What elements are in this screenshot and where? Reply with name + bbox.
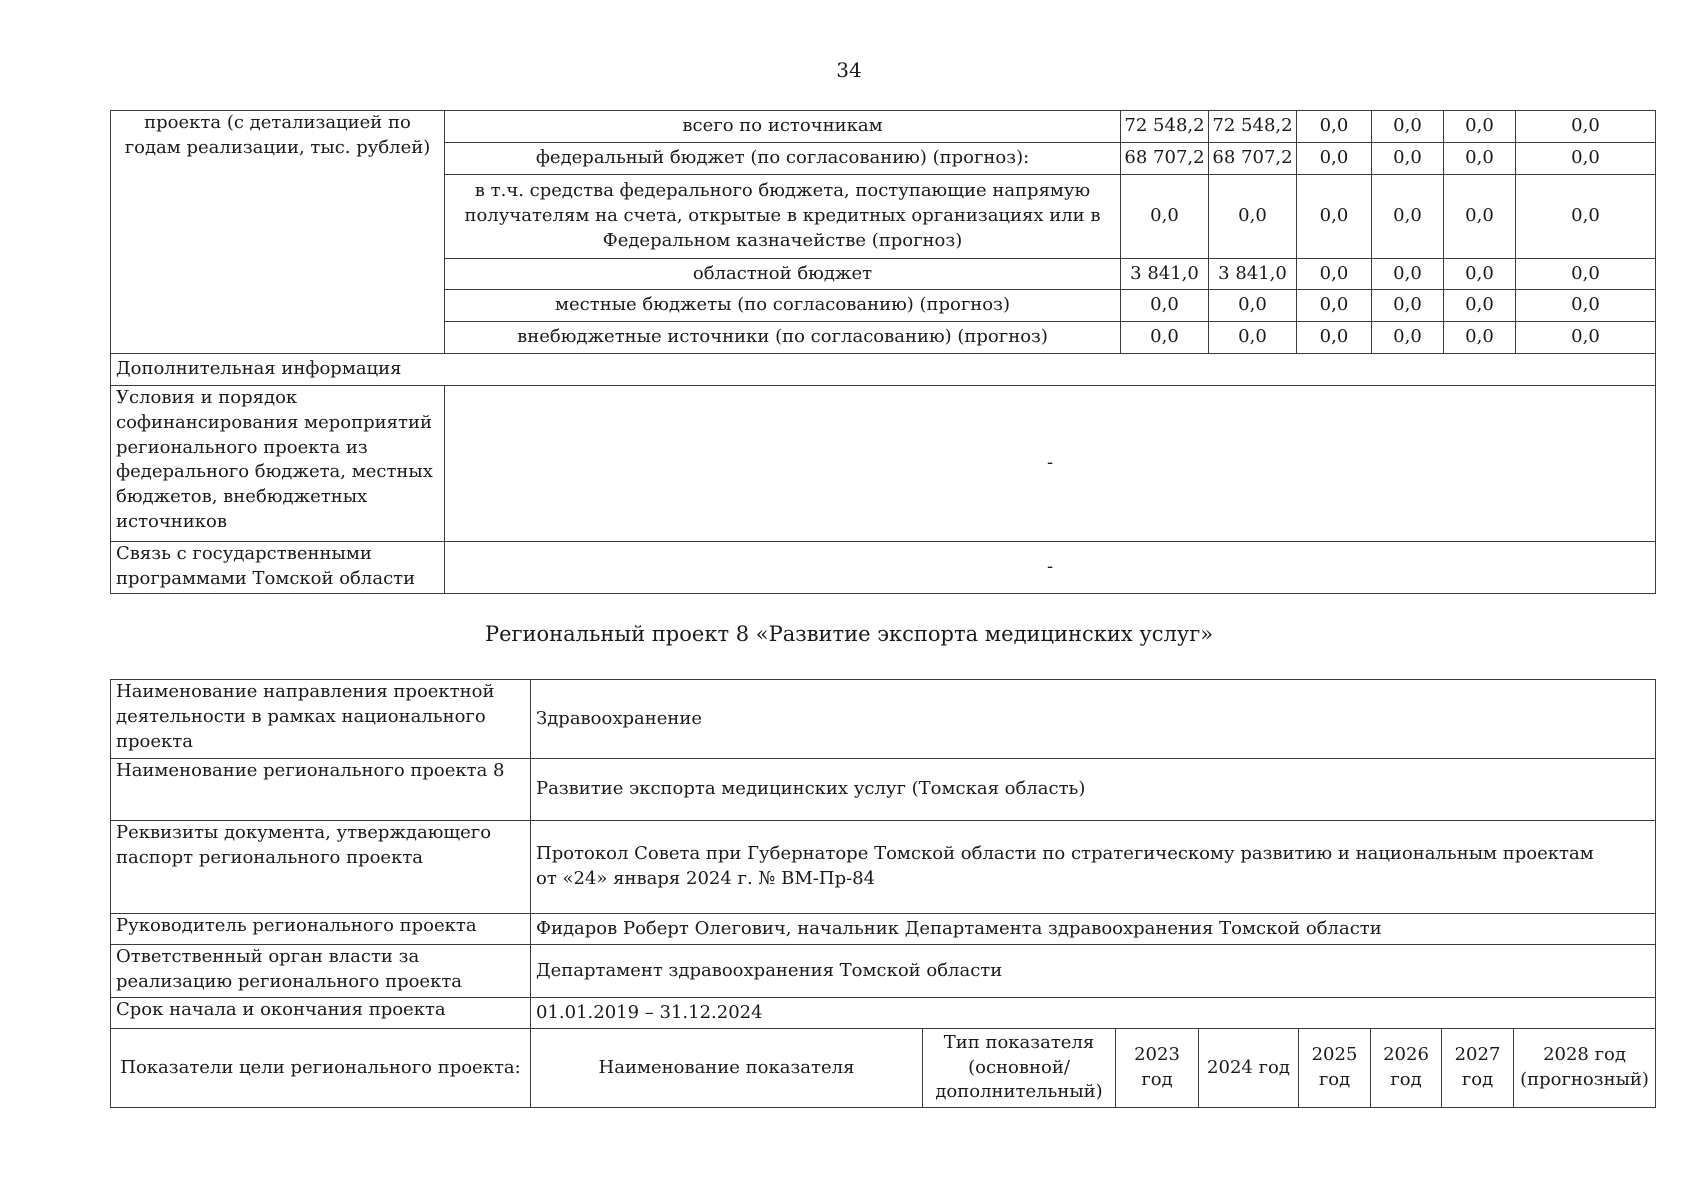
finance-cell: 0,0 bbox=[1516, 111, 1656, 143]
project-row-label: Реквизиты документа, утверждающего паспорт регионального проекта bbox=[111, 821, 531, 914]
project-row-value: Развитие экспорта медицинских услуг (Томская область) bbox=[531, 759, 1656, 821]
finance-row-label: местные бюджеты (по согласованию) (прогноз) bbox=[445, 290, 1121, 322]
finance-row-label: всего по источникам bbox=[445, 111, 1121, 143]
year-2023-header: 2023 год bbox=[1116, 1029, 1199, 1108]
finance-cell: 0,0 bbox=[1297, 322, 1372, 354]
project-row-authority bbox=[111, 945, 1656, 998]
indicators-header-row bbox=[111, 1029, 1656, 1108]
finance-cell: 0,0 bbox=[1444, 290, 1516, 322]
finance-cell: 0,0 bbox=[1372, 175, 1444, 259]
year-2027-header: 2027 год bbox=[1442, 1029, 1514, 1108]
project-row-value: 01.01.2019 – 31.12.2024 bbox=[531, 998, 1656, 1029]
finance-cell: 0,0 bbox=[1372, 322, 1444, 354]
project-row-value: Здравоохранение bbox=[531, 680, 1656, 759]
project-row-document bbox=[111, 821, 1656, 914]
finance-cell: 0,0 bbox=[1121, 290, 1209, 322]
finance-cell: 0,0 bbox=[1209, 290, 1297, 322]
programs-value: - bbox=[445, 542, 1656, 594]
project-row-label: Срок начала и окончания проекта bbox=[111, 998, 531, 1029]
indicator-name-header: Наименование показателя bbox=[531, 1029, 923, 1108]
project-row-name bbox=[111, 759, 1656, 821]
finance-cell: 0,0 bbox=[1444, 111, 1516, 143]
indicator-type-header: Тип показателя (основной/ дополнительный) bbox=[923, 1029, 1116, 1108]
finance-cell: 72 548,2 bbox=[1121, 111, 1209, 143]
project-row-value: Департамент здравоохранения Томской области bbox=[531, 945, 1656, 998]
finance-cell: 0,0 bbox=[1516, 322, 1656, 354]
finance-cell: 0,0 bbox=[1372, 259, 1444, 290]
project-row-period bbox=[111, 998, 1656, 1029]
finance-row-header: проекта (с детализацией по годам реализации, тыс. рублей) bbox=[111, 111, 445, 354]
cofinancing-value: - bbox=[445, 386, 1656, 542]
finance-cell: 3 841,0 bbox=[1121, 259, 1209, 290]
finance-row-label: областной бюджет bbox=[445, 259, 1121, 290]
finance-row-label: федеральный бюджет (по согласованию) (прогноз): bbox=[445, 143, 1121, 175]
project-row-label: Наименование регионального проекта 8 bbox=[111, 759, 531, 821]
cofinancing-label: Условия и порядок софинансирования мероприятий регионального проекта из федерального бюджета, местных бюджетов, внебюджетных источников bbox=[111, 386, 445, 542]
finance-cell: 0,0 bbox=[1209, 322, 1297, 354]
year-2028-header: 2028 год (прогнозный) bbox=[1514, 1029, 1656, 1108]
finance-cell: 0,0 bbox=[1121, 175, 1209, 259]
year-2025-header: 2025 год bbox=[1299, 1029, 1371, 1108]
finance-cell: 0,0 bbox=[1372, 111, 1444, 143]
project-row-leader bbox=[111, 914, 1656, 945]
finance-cell: 0,0 bbox=[1516, 143, 1656, 175]
finance-cell: 0,0 bbox=[1297, 143, 1372, 175]
indicators-label: Показатели цели регионального проекта: bbox=[111, 1029, 531, 1108]
finance-cell: 68 707,2 bbox=[1121, 143, 1209, 175]
project-row-label: Наименование направления проектной деятельности в рамках национального проекта bbox=[111, 680, 531, 759]
project-row-label: Ответственный орган власти за реализацию регионального проекта bbox=[111, 945, 531, 998]
page-number: 34 bbox=[836, 58, 862, 82]
programs-row bbox=[111, 542, 1656, 594]
finance-cell: 0,0 bbox=[1516, 175, 1656, 259]
project-passport-table bbox=[110, 679, 1656, 1108]
finance-row-total bbox=[111, 111, 1656, 143]
finance-cell: 0,0 bbox=[1516, 259, 1656, 290]
finance-cell: 68 707,2 bbox=[1209, 143, 1297, 175]
finance-row-label: в т.ч. средства федерального бюджета, поступающие напрямую получателям на счета, открытые в кредитных организациях или в Федеральном казначействе (прогноз) bbox=[445, 175, 1121, 259]
finance-cell: 3 841,0 bbox=[1209, 259, 1297, 290]
year-2026-header: 2026 год bbox=[1371, 1029, 1442, 1108]
project-row-label: Руководитель регионального проекта bbox=[111, 914, 531, 945]
finance-cell: 0,0 bbox=[1516, 290, 1656, 322]
finance-row-label: внебюджетные источники (по согласованию) (прогноз) bbox=[445, 322, 1121, 354]
cofinancing-row bbox=[111, 386, 1656, 542]
finance-cell: 0,0 bbox=[1444, 143, 1516, 175]
finance-cell: 0,0 bbox=[1297, 111, 1372, 143]
document-line-2: от «24» января 2024 г. № ВМ-Пр-84 bbox=[536, 868, 876, 889]
project-row-value bbox=[531, 821, 1656, 914]
year-2024-header: 2024 год bbox=[1199, 1029, 1299, 1108]
finance-cell: 72 548,2 bbox=[1209, 111, 1297, 143]
project-row-value: Фидаров Роберт Олегович, начальник Департамента здравоохранения Томской области bbox=[531, 914, 1656, 945]
finance-cell: 0,0 bbox=[1297, 175, 1372, 259]
project-row-direction bbox=[111, 680, 1656, 759]
finance-cell: 0,0 bbox=[1372, 290, 1444, 322]
finance-cell: 0,0 bbox=[1444, 322, 1516, 354]
document-line-1: Протокол Совета при Губернаторе Томской области по стратегическому развитию и национальным проектам bbox=[536, 843, 1594, 865]
finance-cell: 0,0 bbox=[1372, 143, 1444, 175]
finance-cell: 0,0 bbox=[1444, 259, 1516, 290]
finance-cell: 0,0 bbox=[1297, 259, 1372, 290]
programs-label: Связь с государственными программами Томской области bbox=[111, 542, 445, 594]
finance-cell: 0,0 bbox=[1121, 322, 1209, 354]
section-title: Региональный проект 8 «Развитие экспорта медицинских услуг» bbox=[484, 622, 1214, 646]
additional-info-row bbox=[111, 354, 1656, 386]
finance-table bbox=[110, 110, 1656, 594]
finance-cell: 0,0 bbox=[1444, 175, 1516, 259]
finance-cell: 0,0 bbox=[1297, 290, 1372, 322]
finance-cell: 0,0 bbox=[1209, 175, 1297, 259]
additional-info-heading: Дополнительная информация bbox=[111, 354, 1656, 386]
